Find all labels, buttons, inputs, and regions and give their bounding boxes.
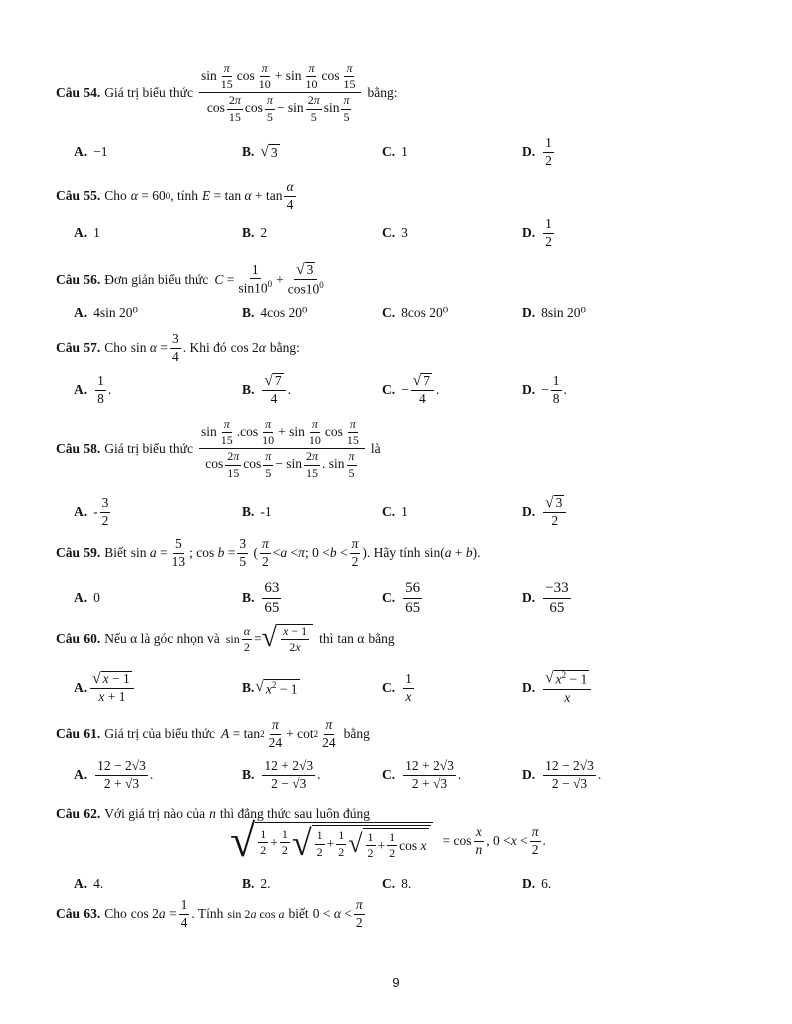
option-b[interactable]: B. $\frac{63}{65}$ <box>242 580 280 616</box>
option-c[interactable]: C. 1 <box>382 144 408 159</box>
question-63: Câu 63. Cho cos 2a = $\frac{1}{4}$ . Tính sin 2a cos a biết 0 < α < $\frac{\pi}{2}$ <box>56 897 363 930</box>
question-54 <box>56 62 397 124</box>
option-d[interactable]: D. 8sin 20⁰ <box>522 305 586 320</box>
option-a[interactable]: A. $\frac{12 - 2√3}{2 + √3}$ . <box>74 757 154 791</box>
option-d[interactable]: D. − $\frac{1}{8}$ . <box>522 372 567 406</box>
option-b[interactable]: B. -1 <box>242 504 272 519</box>
question-55: Câu 55. Cho α = 60 0 , tính E = tan α + tan $\frac{\alpha}{4}$ <box>56 179 294 212</box>
option-b[interactable]: B. $\frac{12 + 2√3}{2 - √3}$ . <box>242 757 321 791</box>
page-number: 9 <box>392 975 400 990</box>
option-b[interactable]: B. 2 <box>242 225 268 240</box>
question-tail: bằng: <box>367 84 398 100</box>
option-b[interactable]: B. √ 7 4 . <box>242 372 292 406</box>
question-text: Giá trị biểu thức <box>104 84 193 100</box>
option-b[interactable]: B. √ 3 <box>242 142 278 160</box>
option-c[interactable]: C. 3 <box>382 225 408 240</box>
option-d[interactable]: D. √ $x^2 - 1$ x <box>522 670 593 705</box>
question-60: Câu 60. Nếu α là góc nhọn và sin $\frac{\alpha}{2}$ = √ $\frac{x - 1}{2x}$ thì tan α bằng <box>56 622 395 655</box>
option-d[interactable]: D. √ 3 2 <box>522 495 568 529</box>
option-b[interactable]: B. √ $x^2 - 1$ <box>242 677 298 697</box>
option-d[interactable]: D. $\frac{1}{2}$ <box>522 134 552 168</box>
option-b[interactable]: B. 2. <box>242 876 271 891</box>
option-d[interactable]: D. 6. <box>522 876 552 891</box>
question-label: Câu 55. <box>56 188 101 204</box>
option-a[interactable]: A. √ x − 1 x + 1 <box>74 671 136 705</box>
option-d[interactable]: D. $\frac{-33}{65}$ <box>522 580 569 616</box>
question-61: Câu 61. Giá trị của biểu thức A = tan 2 $\frac{\pi}{24}$ + cot 2 $\frac{\pi}{24}$ bằng <box>56 717 370 750</box>
option-a[interactable]: A. 4. <box>74 876 104 891</box>
option-d[interactable]: D. $\frac{12 - 2√3}{2 - √3}$ . <box>522 757 602 791</box>
option-a[interactable]: A. - $\frac{3}{2}$ <box>74 494 109 528</box>
question-56: Câu 56. Đơn giản biểu thức C = $\frac{1}{\sin 10^0}$ + √ 3 $\cos 10^0$ <box>56 261 324 297</box>
option-c[interactable]: C. − √ 7 4 . <box>382 372 440 406</box>
option-a[interactable]: A. $\frac{1}{8}$ . <box>74 372 112 406</box>
question-59: Câu 59. Biết sin a = $\frac{5}{13}$ ; cos b = $\frac{3}{5}$ ( $\frac{\pi}{2}$ < a < π ; 0 < b < $\frac{\pi}{2}$ ). Hãy tính sin(a + b). <box>56 536 481 569</box>
option-a[interactable]: A. 4sin 20⁰ <box>74 305 138 320</box>
option-c[interactable]: C. 1 <box>382 504 408 519</box>
question-label: Câu 54. <box>56 84 101 100</box>
option-c[interactable]: C. $\frac{1}{x}$ <box>382 670 412 704</box>
question-62: Câu 62. Với giá trị nào của n thì đẳng thức sau luôn đúng <box>56 806 371 821</box>
nested-radical-equation: √ $\frac{1}{2}$ + $\frac{1}{2}$ √ $\frac{1}{2}$ + $\frac{1}{2}$ √ $\frac{1}{2}$ + $\frac{1}{2}$ cos x = cos $\frac{x}{n}$ , 0 < x < $\frac{\pi}{2}$ . <box>230 815 546 866</box>
option-d[interactable]: D. $\frac{1}{2}$ <box>522 215 552 249</box>
option-c[interactable]: C. $\frac{56}{65}$ <box>382 580 421 616</box>
option-a[interactable]: A. 0 <box>74 590 100 605</box>
option-c[interactable]: C. $\frac{12 + 2√3}{2 + √3}$ . <box>382 757 462 791</box>
option-a[interactable]: A. −1 <box>74 144 108 159</box>
question-58: Câu 58. Giá trị biểu thức sin $\frac{\pi}{15}$ .cos $\frac{\pi}{10}$ + sin $\frac{\pi}{10}$ cos $\frac{\pi}{15}$ cos $\frac{2\pi}{15}$ cos $\frac{\pi}{5}$ − sin $\frac{2\pi}{15}$ . sin $\frac{\pi}{5}$ là <box>56 417 381 480</box>
expression-fraction: sin $\frac{\pi}{15}$ cos $\frac{\pi}{10}$ + sin $\frac{\pi}{10}$ cos $\frac{\pi}{15}$ cos $\frac{2\pi}{15}$ cos $\frac{\pi}{5}$ − sin $\frac{2\pi}{5}$ sin $\frac{\pi}{5}$ <box>199 62 362 124</box>
option-c[interactable]: C. 8cos 20⁰ <box>382 305 449 320</box>
option-c[interactable]: C. 8. <box>382 876 412 891</box>
question-57: Câu 57. Cho sin α = $\frac{3}{4}$ . Khi đó cos 2α bằng: <box>56 331 300 364</box>
option-a[interactable]: A. 1 <box>74 225 100 240</box>
option-b[interactable]: B. 4cos 20⁰ <box>242 305 308 320</box>
